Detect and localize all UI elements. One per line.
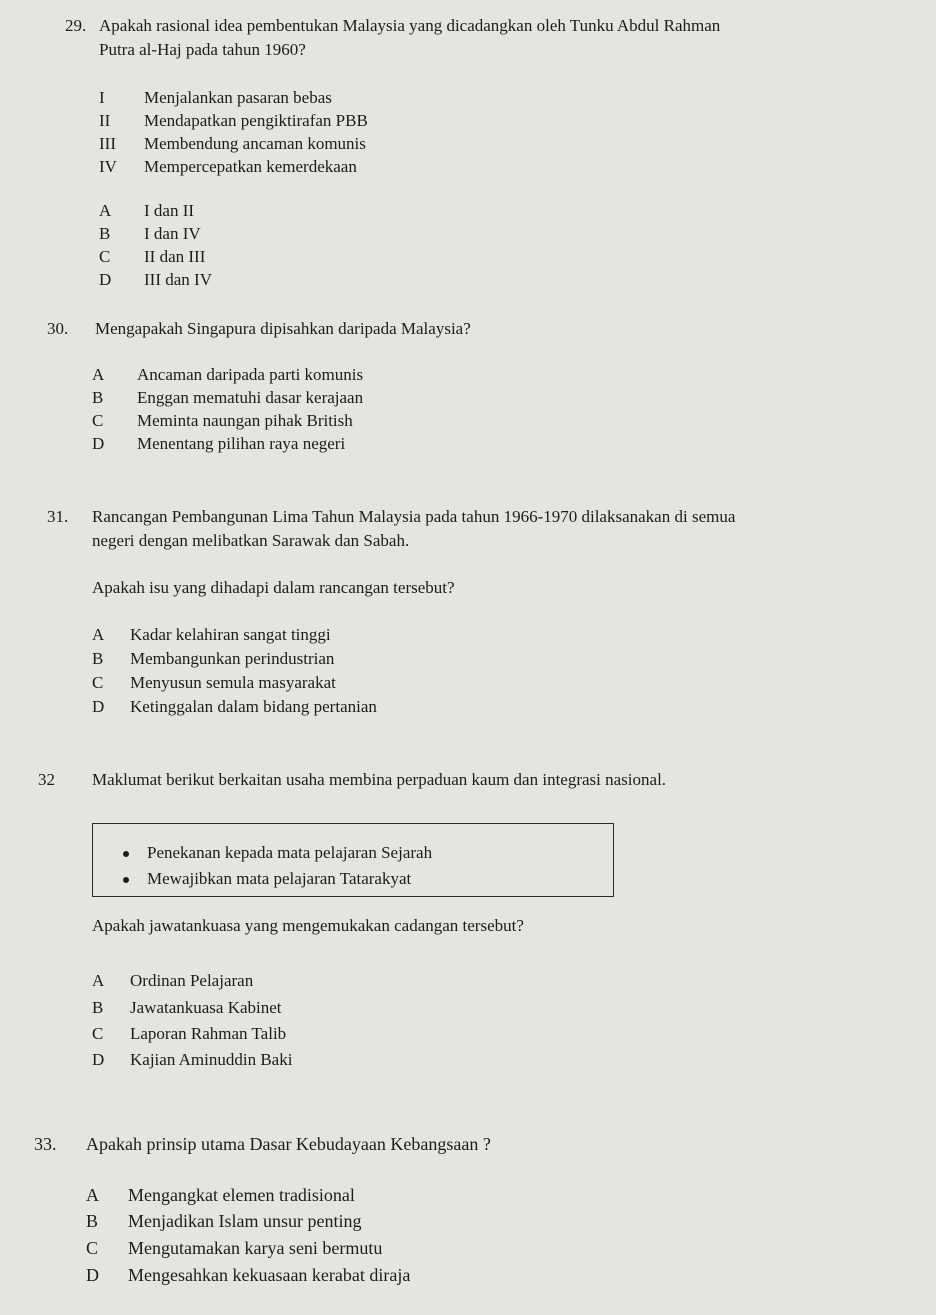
option-text: Enggan mematuhi dasar kerajaan xyxy=(137,388,364,407)
option-text: Mengutamakan karya seni bermutu xyxy=(128,1238,383,1258)
option-label: A xyxy=(92,625,105,644)
option-label: A xyxy=(99,201,112,220)
bullet-icon xyxy=(123,877,129,883)
option-text: Kadar kelahiran sangat tinggi xyxy=(130,625,331,644)
question-text: Mengapakah Singapura dipisahkan daripada Malaysia? xyxy=(95,319,471,338)
option-label: C xyxy=(92,411,104,430)
question-text: Maklumat berikut berkaitan usaha membina perpaduan kaum dan integrasi nasional. xyxy=(92,770,667,789)
question-number: 32 xyxy=(38,770,55,789)
question-text-line-1: Apakah rasional idea pembentukan Malaysia yang dicadangkan oleh Tunku Abdul Rahman xyxy=(99,16,721,35)
statement-text: Mendapatkan pengiktirafan PBB xyxy=(144,111,368,130)
option-label: A xyxy=(92,365,105,384)
option-text: II dan III xyxy=(144,247,206,266)
option-text: Mengangkat elemen tradisional xyxy=(128,1185,355,1205)
question-text: Apakah prinsip utama Dasar Kebudayaan Kebangsaan ? xyxy=(86,1134,491,1154)
statement-text: Mempercepatkan kemerdekaan xyxy=(144,157,357,176)
option-text: Menjadikan Islam unsur penting xyxy=(128,1211,362,1231)
option-label: B xyxy=(92,998,104,1017)
question-number: 31. xyxy=(47,507,69,526)
sub-question: Apakah isu yang dihadapi dalam rancangan tersebut? xyxy=(92,578,455,597)
option-label: C xyxy=(92,673,104,692)
statement-label: III xyxy=(99,134,116,153)
option-label: D xyxy=(86,1265,99,1285)
bullet-icon xyxy=(123,851,129,857)
option-text: I dan II xyxy=(144,201,195,220)
option-text: Ketinggalan dalam bidang pertanian xyxy=(130,697,377,716)
option-label: C xyxy=(99,247,111,266)
statement-label: IV xyxy=(99,157,117,176)
sub-question: Apakah jawatankuasa yang mengemukakan cadangan tersebut? xyxy=(92,916,524,935)
statement-text: Membendung ancaman komunis xyxy=(144,134,366,153)
option-label: A xyxy=(86,1185,99,1205)
option-label: D xyxy=(92,697,105,716)
statement-label: I xyxy=(99,88,105,107)
option-label: C xyxy=(86,1238,99,1258)
question-number: 29. xyxy=(65,16,87,35)
option-label: D xyxy=(92,434,105,453)
option-label: C xyxy=(92,1024,104,1043)
option-text: I dan IV xyxy=(144,224,201,243)
option-text: Ordinan Pelajaran xyxy=(130,971,254,990)
option-text: Jawatankuasa Kabinet xyxy=(130,998,282,1017)
option-text: Menentang pilihan raya negeri xyxy=(137,434,346,453)
option-text: Mengesahkan kekuasaan kerabat diraja xyxy=(128,1265,411,1285)
question-text-line-1: Rancangan Pembangunan Lima Tahun Malaysia pada tahun 1966-1970 dilaksanakan di semua xyxy=(92,507,736,526)
info-box-item-text: Mewajibkan mata pelajaran Tatarakyat xyxy=(147,869,412,888)
question-text-line-2: negeri dengan melibatkan Sarawak dan Sabah. xyxy=(92,531,410,550)
option-label: B xyxy=(92,649,104,668)
question-number: 33. xyxy=(34,1134,57,1154)
statement-text: Menjalankan pasaran bebas xyxy=(144,88,332,107)
option-label: D xyxy=(92,1050,105,1069)
option-label: B xyxy=(92,388,104,407)
info-box xyxy=(92,823,614,897)
option-text: Kajian Aminuddin Baki xyxy=(130,1050,293,1069)
info-box-item-text: Penekanan kepada mata pelajaran Sejarah xyxy=(147,843,433,862)
option-text: Menyusun semula masyarakat xyxy=(130,673,336,692)
option-text: Meminta naungan pihak British xyxy=(137,411,353,430)
question-text-line-2: Putra al-Haj pada tahun 1960? xyxy=(99,40,306,59)
statement-label: II xyxy=(99,111,111,130)
option-text: Laporan Rahman Talib xyxy=(130,1024,287,1043)
option-label: B xyxy=(86,1211,99,1231)
option-label: A xyxy=(92,971,105,990)
option-text: III dan IV xyxy=(144,270,212,289)
option-text: Ancaman daripada parti komunis xyxy=(137,365,364,384)
question-number: 30. xyxy=(47,319,69,338)
option-text: Membangunkan perindustrian xyxy=(130,649,335,668)
option-label: D xyxy=(99,270,112,289)
option-label: B xyxy=(99,224,111,243)
